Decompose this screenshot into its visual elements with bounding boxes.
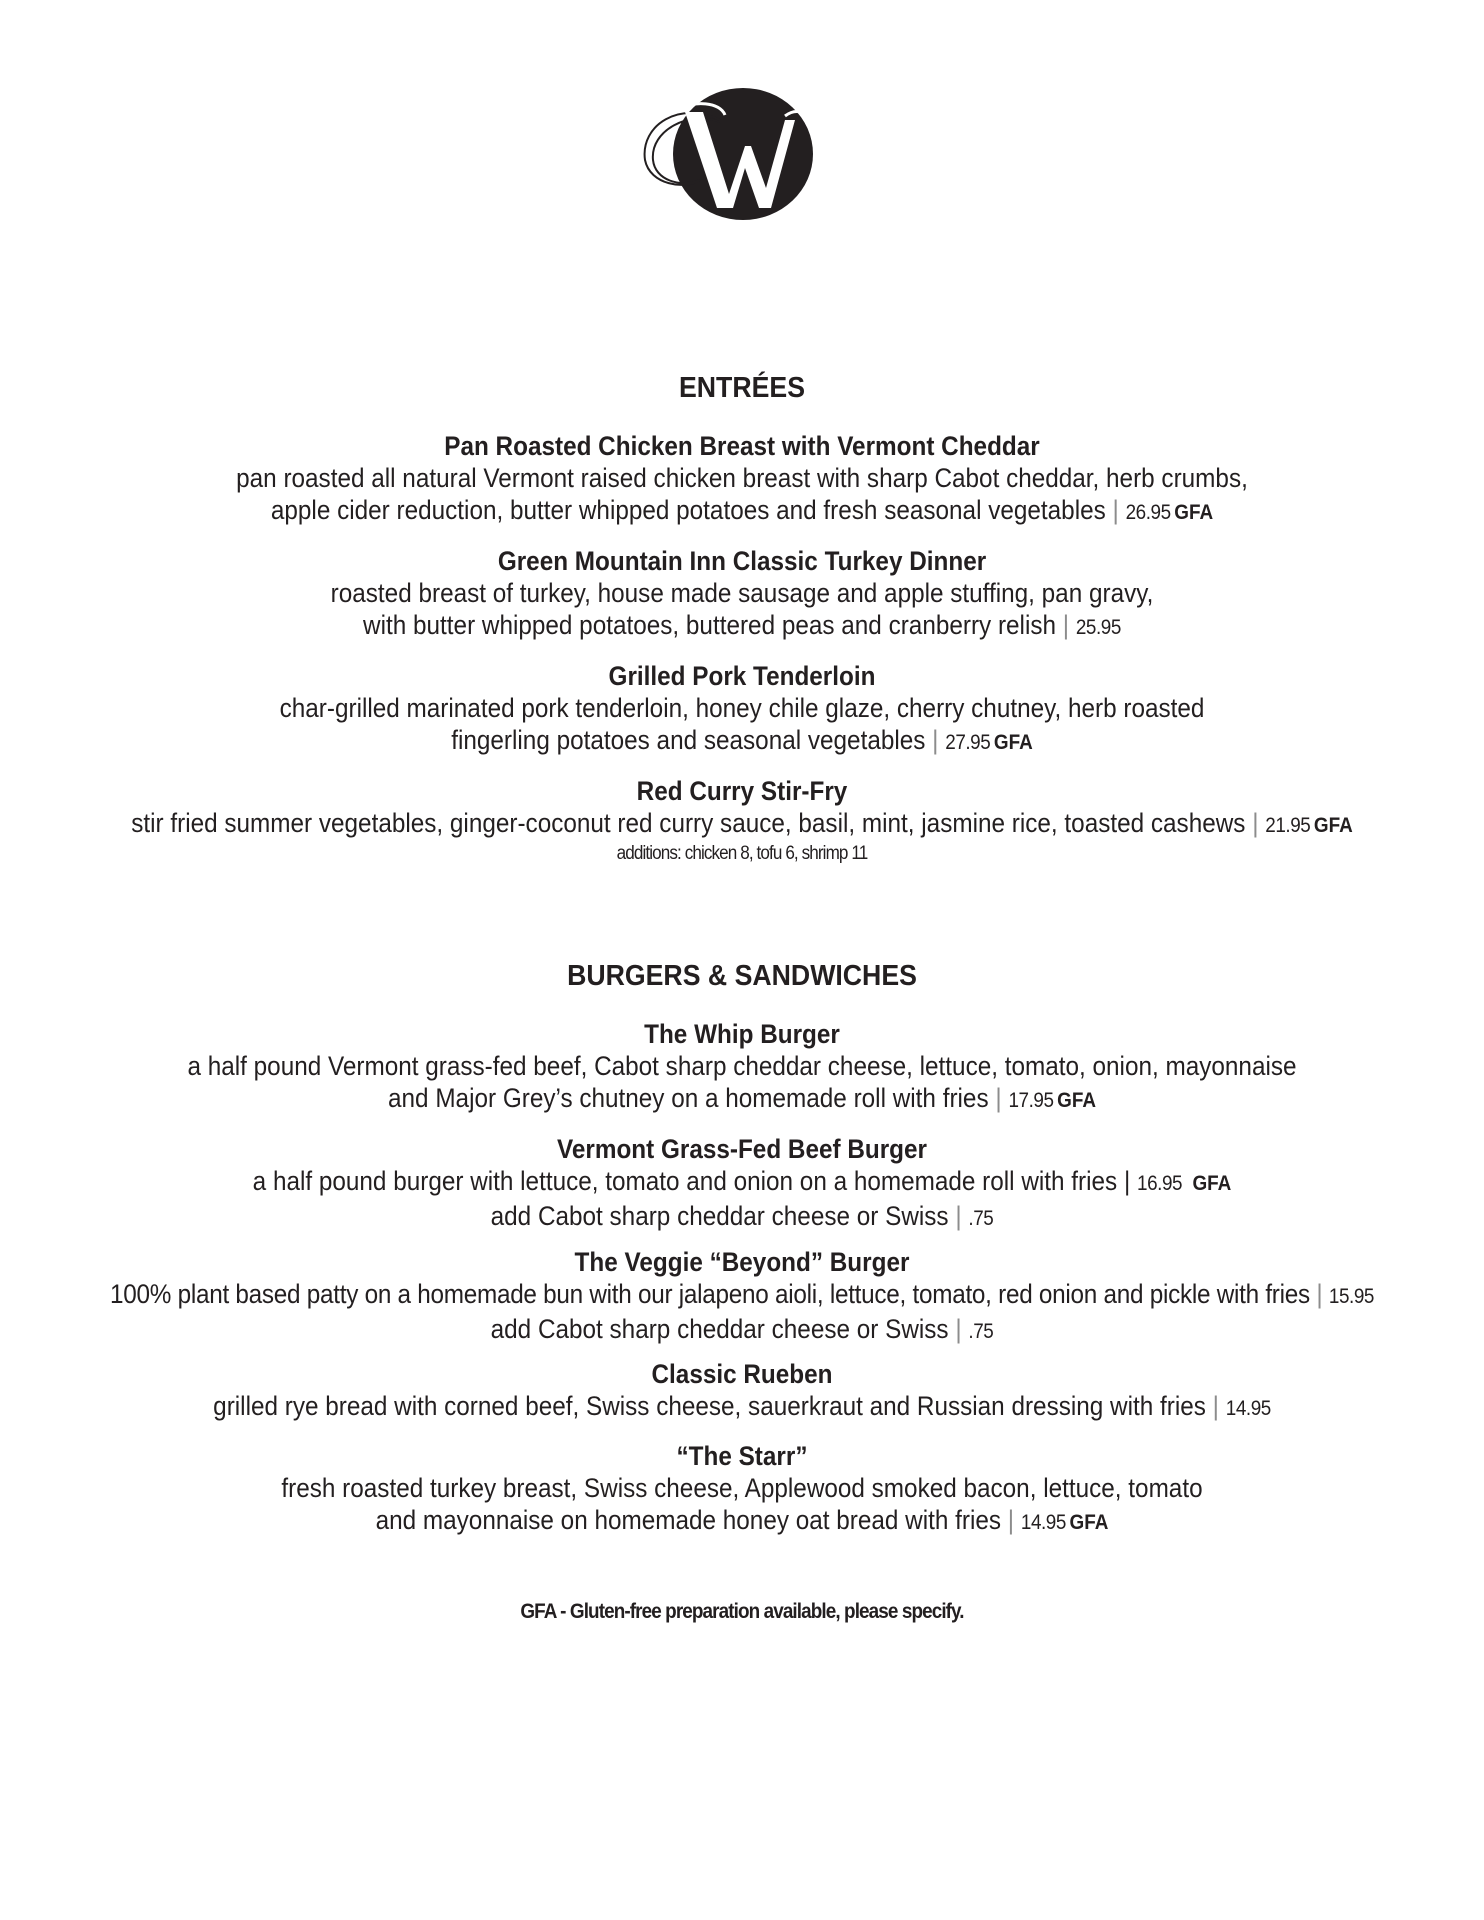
section-title-burgers: BURGERS & SANDWICHES — [567, 960, 917, 992]
gfa-badge: GFA — [1192, 1172, 1232, 1195]
item-name: Pan Roasted Chicken Breast with Vermont Cheddar — [444, 431, 1040, 461]
item-addon: add Cabot sharp cheddar cheese or Swiss | .75 — [490, 1314, 994, 1344]
item-description: 100% plant based patty on a homemade bun with our jalapeno aioli, lettuce, tomato, red onion and pickle with fries | 15.95 — [110, 1279, 1374, 1309]
item-addon: add Cabot sharp cheddar cheese or Swiss | .75 — [490, 1201, 994, 1231]
item-description: apple cider reduction, butter whipped potatoes and fresh seasonal vegetables | 26.95 GFA — [270, 495, 1214, 525]
menu-item-chicken — [0, 430, 1484, 529]
menu-item-rueben — [0, 1358, 1484, 1425]
item-description: and mayonnaise on homemade honey oat bread with fries | 14.95 GFA — [375, 1505, 1109, 1535]
menu-item-stir-fry — [0, 775, 1484, 866]
gfa-footnote: GFA - Gluten-free preparation available, please specify. — [520, 1600, 964, 1623]
menu-item-veggie-burger — [0, 1246, 1484, 1348]
gfa-badge: GFA — [1313, 814, 1353, 837]
item-price: 15.95 — [1328, 1285, 1374, 1308]
item-description: pan roasted all natural Vermont raised chicken breast with sharp Cabot cheddar, herb crumbs, — [236, 463, 1248, 493]
menu-item-whip-burger — [0, 1018, 1484, 1117]
menu-item-starr — [0, 1440, 1484, 1539]
item-description: a half pound Vermont grass-fed beef, Cabot sharp cheddar cheese, lettuce, tomato, onion, mayonnaise — [187, 1051, 1297, 1081]
item-description: with butter whipped potatoes, buttered peas and cranberry relish | 25.95 — [363, 610, 1121, 640]
addon-price: .75 — [968, 1207, 994, 1230]
menu-item-pork — [0, 660, 1484, 759]
item-price: 26.95 — [1125, 501, 1171, 524]
gfa-badge: GFA — [993, 731, 1033, 754]
menu-item-beef-burger — [0, 1133, 1484, 1235]
item-name: The Veggie “Beyond” Burger — [574, 1247, 910, 1277]
item-price: 14.95 — [1020, 1511, 1066, 1534]
item-description: grilled rye bread with corned beef, Swiss cheese, sauerkraut and Russian dressing with fries | 14.95 — [213, 1391, 1271, 1421]
item-price: 27.95 — [945, 731, 991, 754]
item-name: Classic Rueben — [651, 1359, 833, 1389]
item-description: fresh roasted turkey breast, Swiss cheese, Applewood smoked bacon, lettuce, tomato — [281, 1473, 1203, 1503]
item-name: “The Starr” — [676, 1441, 808, 1471]
section-title-entrees: ENTRÉES — [678, 372, 806, 404]
restaurant-logo — [625, 80, 825, 230]
gfa-badge: GFA — [1069, 1511, 1109, 1534]
item-price: 14.95 — [1225, 1397, 1271, 1420]
gfa-badge: GFA — [1057, 1089, 1096, 1112]
menu-item-turkey — [0, 545, 1484, 644]
item-name: Green Mountain Inn Classic Turkey Dinner — [497, 546, 987, 576]
item-additions: additions: chicken 8, tofu 6, shrimp 11 — [616, 843, 868, 864]
item-description: char-grilled marinated pork tenderloin, honey chile glaze, cherry chutney, herb roasted — [279, 693, 1205, 723]
item-price: 21.95 — [1265, 814, 1311, 837]
item-price: 17.95 — [1008, 1089, 1054, 1112]
addon-price: .75 — [968, 1320, 994, 1343]
item-name: Grilled Pork Tenderloin — [608, 661, 876, 691]
gfa-badge: GFA — [1174, 501, 1214, 524]
item-description: a half pound burger with lettuce, tomato and onion on a homemade roll with fries | 16.95 GFA — [252, 1166, 1232, 1196]
item-name: Red Curry Stir-Fry — [636, 776, 848, 806]
item-name: The Whip Burger — [644, 1019, 840, 1049]
item-description: fingerling potatoes and seasonal vegetables | 27.95 GFA — [451, 725, 1033, 755]
item-description: stir fried summer vegetables, ginger-coconut red curry sauce, basil, mint, jasmine rice, toasted cashews | 21.95 GFA — [131, 808, 1353, 838]
item-price: 16.95 — [1137, 1172, 1183, 1195]
item-description: roasted breast of turkey, house made sausage and apple stuffing, pan gravy, — [330, 578, 1154, 608]
item-name: Vermont Grass-Fed Beef Burger — [556, 1134, 928, 1164]
item-price: 25.95 — [1075, 616, 1121, 639]
item-description: and Major Grey’s chutney on a homemade roll with fries | 17.95 GFA — [388, 1083, 1096, 1113]
